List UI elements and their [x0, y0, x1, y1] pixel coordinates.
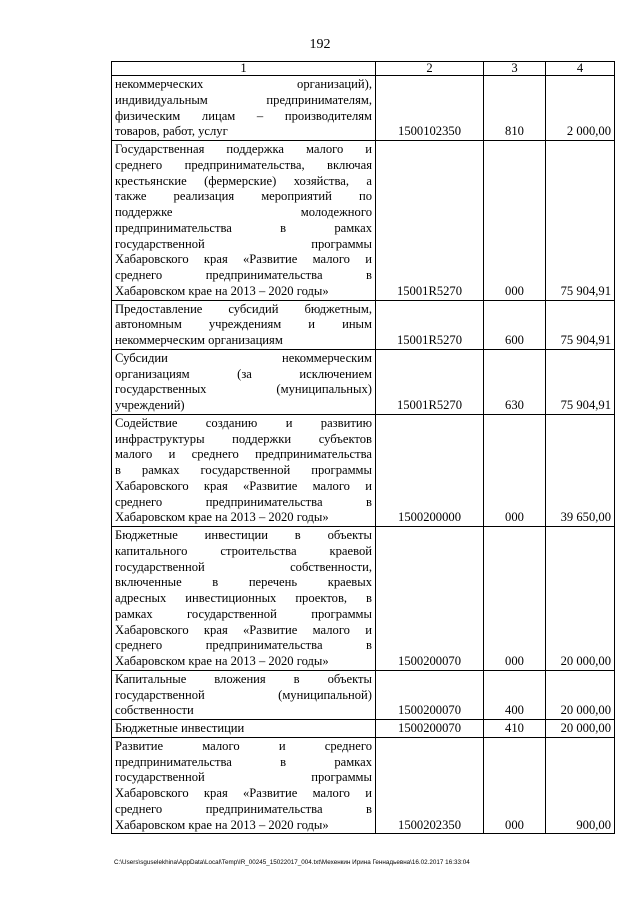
description-line: адресных инвестиционных проектов, в: [115, 591, 372, 605]
description-line: государственной программы: [115, 770, 372, 785]
description-line: некоммерческим организациям: [115, 333, 283, 347]
description-line: Развитие малого и среднего: [115, 738, 372, 753]
description-line: Хабаровском крае на 2013 – 2020 годы»: [115, 817, 329, 832]
description-line: Хабаровском крае на 2013 – 2020 годы»: [115, 510, 329, 525]
file-path-footer: C:\Users\sguselekhina\AppData\Local\Temp\IR_00245_15022017_004.txt\Мехенкин Ирина Геннадьевна\16.02.2017 16:33:04: [114, 859, 470, 866]
description-line: среднего предпринимательства в: [115, 638, 372, 653]
description-line: Бюджетные инвестиции: [115, 721, 245, 735]
description-line: Капитальные вложения в объекты: [115, 671, 372, 686]
page-number: 192: [309, 37, 331, 52]
row-code: 1500200070: [376, 720, 484, 738]
description-line: Государственная поддержка малого и: [115, 142, 372, 156]
row-type: 630: [484, 349, 546, 414]
row-code: 1500200070: [376, 527, 484, 671]
description-line: индивидуальным предпринимателям,: [115, 92, 372, 107]
description-line: государственной собственности,: [115, 559, 372, 574]
description-line: организациям (за исключением: [115, 366, 372, 381]
description-line: государственной программы: [115, 236, 372, 251]
description-line: включенные в перечень краевых: [115, 575, 372, 590]
description-line: поддержке молодежного: [115, 205, 372, 219]
table-row: [112, 76, 615, 141]
row-type: 000: [484, 737, 546, 834]
row-description: [112, 737, 376, 834]
header-col-1: 1: [112, 62, 376, 76]
row-amount: 20 000,00: [546, 720, 615, 738]
table-row: [112, 349, 615, 414]
row-code: 15001R5270: [376, 141, 484, 301]
description-line: Хабаровского края «Развитие малого и: [115, 478, 372, 493]
row-amount: 900,00: [546, 737, 615, 834]
row-type: 400: [484, 670, 546, 719]
description-line: некоммерческих организаций),: [115, 77, 372, 91]
description-line: Бюджетные инвестиции в объекты: [115, 528, 372, 542]
row-amount: 20 000,00: [546, 670, 615, 719]
description-line: предпринимательства в рамках: [115, 754, 372, 769]
row-description: [112, 300, 376, 349]
description-line: в рамках государственной программы: [115, 463, 372, 477]
row-code: 15001R5270: [376, 349, 484, 414]
row-code: 1500200070: [376, 670, 484, 719]
row-type: 810: [484, 76, 546, 141]
row-code: 1500200000: [376, 414, 484, 526]
description-line: Предоставление субсидий бюджетным,: [115, 301, 372, 316]
row-type: 000: [484, 527, 546, 671]
description-line: учреждений): [115, 398, 185, 412]
description-line: Хабаровского края «Развитие малого и: [115, 786, 372, 800]
row-code: 1500102350: [376, 76, 484, 141]
row-description: [112, 720, 376, 738]
row-type: 000: [484, 414, 546, 526]
row-amount: 2 000,00: [546, 76, 615, 141]
description-line: Хабаровском крае на 2013 – 2020 годы»: [115, 654, 329, 668]
row-amount: 75 904,91: [546, 349, 615, 414]
row-description: [112, 670, 376, 719]
description-line: автономным учреждениям и иным: [115, 317, 372, 332]
table-row: [112, 670, 615, 719]
description-line: среднего предпринимательства в: [115, 268, 372, 282]
row-description: [112, 76, 376, 141]
description-line: Хабаровском крае на 2013 – 2020 годы»: [115, 283, 329, 298]
row-code: 15001R5270: [376, 300, 484, 349]
description-line: Хабаровского края «Развитие малого и: [115, 622, 372, 637]
header-col-2: 2: [376, 62, 484, 76]
row-description: [112, 349, 376, 414]
description-line: государственных (муниципальных): [115, 382, 372, 397]
description-line: собственности: [115, 703, 194, 718]
description-line: среднего предпринимательства, включая: [115, 157, 372, 172]
table-row: [112, 414, 615, 526]
row-type: 600: [484, 300, 546, 349]
description-line: среднего предпринимательства в: [115, 801, 372, 816]
description-line: также реализация мероприятий по: [115, 189, 372, 204]
description-line: рамках государственной программы: [115, 606, 372, 621]
description-line: товаров, работ, услуг: [115, 124, 228, 139]
table-header-row: [112, 62, 615, 76]
description-line: капитального строительства краевой: [115, 543, 372, 558]
table-row: [112, 527, 615, 671]
table-row: [112, 720, 615, 738]
description-line: физическим лицам – производителям: [115, 108, 372, 123]
description-line: Хабаровского края «Развитие малого и: [115, 252, 372, 267]
description-line: крестьянские (фермерские) хозяйства, а: [115, 173, 372, 188]
description-line: Субсидии некоммерческим: [115, 350, 372, 365]
row-type: 000: [484, 141, 546, 301]
table-row: [112, 300, 615, 349]
header-col-3: 3: [484, 62, 546, 76]
row-description: [112, 527, 376, 671]
row-amount: 20 000,00: [546, 527, 615, 671]
description-line: среднего предпринимательства в: [115, 494, 372, 509]
row-amount: 75 904,91: [546, 141, 615, 301]
description-line: малого и среднего предпринимательства: [115, 447, 372, 462]
description-line: инфраструктуры поддержки субъектов: [115, 431, 372, 446]
row-description: [112, 414, 376, 526]
description-line: государственной (муниципальной): [115, 687, 372, 702]
row-amount: 75 904,91: [546, 300, 615, 349]
row-type: 410: [484, 720, 546, 738]
header-col-4: 4: [546, 62, 615, 76]
budget-table: [111, 61, 615, 834]
row-description: [112, 141, 376, 301]
row-code: 1500202350: [376, 737, 484, 834]
table-row: [112, 141, 615, 301]
description-line: предпринимательства в рамках: [115, 220, 372, 235]
description-line: Содействие созданию и развитию: [115, 415, 372, 430]
row-amount: 39 650,00: [546, 414, 615, 526]
table-row: [112, 737, 615, 834]
